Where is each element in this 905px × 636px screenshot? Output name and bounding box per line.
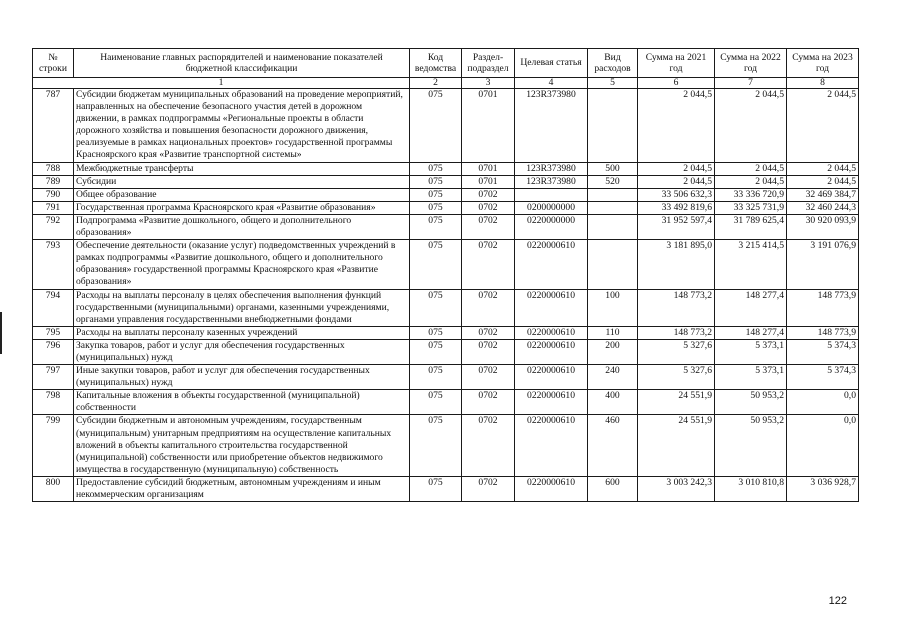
row-expense-type: 100 [588,289,638,326]
row-sum-2023: 5 374,3 [787,365,859,390]
row-expense-type: 460 [588,415,638,476]
table-row [33,188,859,201]
row-sum-2022: 148 277,4 [715,326,787,339]
row-section: 0702 [462,326,515,339]
row-name: Субсидии [74,175,410,188]
row-sum-2023: 2 044,5 [787,162,859,175]
header-type: Вид расходов [588,49,638,78]
row-sum-2022: 2 044,5 [715,175,787,188]
column-number: 8 [787,78,859,89]
row-expense-type: 110 [588,326,638,339]
row-number: 791 [33,201,74,214]
row-department-code: 075 [410,214,462,239]
row-number: 800 [33,476,74,501]
row-department-code: 075 [410,365,462,390]
row-department-code: 075 [410,175,462,188]
row-sum-2023: 2 044,5 [787,89,859,163]
header-sum-2021: Сумма на 2021 год [638,49,715,78]
row-target-article: 123R373980 [515,175,588,188]
column-number: 3 [462,78,515,89]
row-target-article: 123R373980 [515,162,588,175]
row-sum-2021: 5 327,6 [638,339,715,364]
row-section: 0701 [462,162,515,175]
row-target-article: 0220000610 [515,326,588,339]
row-expense-type [588,201,638,214]
row-name: Общее образование [74,188,410,201]
row-sum-2022: 50 953,2 [715,390,787,415]
row-sum-2021: 31 952 597,4 [638,214,715,239]
row-number: 793 [33,240,74,289]
row-expense-type: 400 [588,390,638,415]
row-number: 798 [33,390,74,415]
row-target-article: 0200000000 [515,201,588,214]
column-number: 6 [638,78,715,89]
row-section: 0702 [462,339,515,364]
row-sum-2022: 33 336 720,9 [715,188,787,201]
row-target-article [515,188,588,201]
row-target-article: 0220000610 [515,415,588,476]
row-sum-2023: 148 773,9 [787,326,859,339]
header-num: № строки [33,49,74,78]
row-target-article: 0220000610 [515,289,588,326]
table-row [33,365,859,390]
column-number: 5 [588,78,638,89]
row-sum-2021: 3 003 242,3 [638,476,715,501]
row-section: 0702 [462,240,515,289]
row-target-article: 0220000610 [515,240,588,289]
budget-table [32,48,859,502]
row-sum-2023: 0,0 [787,390,859,415]
row-number: 799 [33,415,74,476]
row-target-article: 0220000610 [515,390,588,415]
row-name: Государственная программа Красноярского края «Развитие образования» [74,201,410,214]
table-row [33,175,859,188]
header-sum-2023: Сумма на 2023 год [787,49,859,78]
table-row [33,289,859,326]
row-sum-2021: 148 773,2 [638,326,715,339]
row-name: Капитальные вложения в объекты государственной (муниципальной) собственности [74,390,410,415]
row-department-code: 075 [410,162,462,175]
header-target: Целевая статья [515,49,588,78]
row-sum-2022: 148 277,4 [715,289,787,326]
row-sum-2022: 3 215 414,5 [715,240,787,289]
row-number: 797 [33,365,74,390]
row-expense-type [588,188,638,201]
row-sum-2022: 5 373,1 [715,365,787,390]
row-expense-type: 600 [588,476,638,501]
row-target-article: 123R373980 [515,89,588,163]
row-department-code: 075 [410,390,462,415]
row-number: 788 [33,162,74,175]
row-expense-type: 240 [588,365,638,390]
header-sum-2022: Сумма на 2022 год [715,49,787,78]
table-row [33,415,859,476]
row-name: Субсидии бюджетным и автономным учреждениям, государственным (муниципальным) унитарным предприятиям на осуществление капитальных вложений в объекты капитального строительства государственной (муниципальной) собственности или приобретение объектов недвижимого имущества в государственную (муниципальную) собственность [74,415,410,476]
row-section: 0702 [462,214,515,239]
row-section: 0702 [462,476,515,501]
budget-table-body [33,89,859,502]
table-row [33,326,859,339]
row-sum-2021: 3 181 895,0 [638,240,715,289]
row-expense-type: 200 [588,339,638,364]
table-row [33,240,859,289]
row-name: Иные закупки товаров, работ и услуг для обеспечения государственных (муниципальных) нужд [74,365,410,390]
table-row [33,339,859,364]
header-row [33,49,859,78]
row-number: 787 [33,89,74,163]
row-sum-2022: 2 044,5 [715,162,787,175]
row-name: Предоставление субсидий бюджетным, автономным учреждениям и иным некоммерческим организациям [74,476,410,501]
row-sum-2021: 2 044,5 [638,175,715,188]
row-department-code: 075 [410,476,462,501]
row-department-code: 075 [410,415,462,476]
column-number: 2 [410,78,462,89]
row-sum-2022: 2 044,5 [715,89,787,163]
header-section: Раздел-подраздел [462,49,515,78]
header-name: Наименование главных распорядителей и наименование показателей бюджетной классификации [74,49,410,78]
row-number: 789 [33,175,74,188]
table-row [33,476,859,501]
row-sum-2022: 31 789 625,4 [715,214,787,239]
table-row [33,89,859,163]
row-name: Расходы на выплаты персоналу казенных учреждений [74,326,410,339]
header-code: Код ведомства [410,49,462,78]
row-department-code: 075 [410,89,462,163]
row-target-article: 0220000610 [515,365,588,390]
margin-mark [0,312,2,354]
row-sum-2023: 5 374,3 [787,339,859,364]
row-sum-2021: 24 551,9 [638,390,715,415]
row-sum-2021: 24 551,9 [638,415,715,476]
row-expense-type: 500 [588,162,638,175]
row-sum-2023: 32 469 384,7 [787,188,859,201]
row-expense-type [588,214,638,239]
row-name: Расходы на выплаты персоналу в целях обеспечения выполнения функций государственными (муниципальными) органами, казенными учреждениями, органами управления государственными внебюджетными фондами [74,289,410,326]
row-name: Закупка товаров, работ и услуг для обеспечения государственных (муниципальных) нужд [74,339,410,364]
row-number: 790 [33,188,74,201]
row-target-article: 0220000000 [515,214,588,239]
row-sum-2021: 2 044,5 [638,162,715,175]
row-number: 795 [33,326,74,339]
row-sum-2023: 32 460 244,3 [787,201,859,214]
column-number: 4 [515,78,588,89]
row-sum-2022: 5 373,1 [715,339,787,364]
row-department-code: 075 [410,201,462,214]
row-section: 0702 [462,365,515,390]
table-row [33,390,859,415]
table-row [33,162,859,175]
row-name: Межбюджетные трансферты [74,162,410,175]
row-department-code: 075 [410,289,462,326]
row-sum-2023: 3 036 928,7 [787,476,859,501]
row-target-article: 0220000610 [515,339,588,364]
row-number: 792 [33,214,74,239]
row-number: 796 [33,339,74,364]
row-sum-2022: 50 953,2 [715,415,787,476]
row-sum-2021: 33 506 632,3 [638,188,715,201]
row-sum-2021: 33 492 819,6 [638,201,715,214]
row-department-code: 075 [410,339,462,364]
row-sum-2022: 3 010 810,8 [715,476,787,501]
row-section: 0702 [462,390,515,415]
column-number-row [33,78,859,89]
row-sum-2023: 3 191 076,9 [787,240,859,289]
row-name: Обеспечение деятельности (оказание услуг) подведомственных учреждений в рамках подпрограммы «Развитие дошкольного, общего и дополнительного образования» государственной программы Красноярского края «Развитие образования» [74,240,410,289]
row-sum-2023: 0,0 [787,415,859,476]
column-number: 1 [33,78,410,89]
page-number: 122 [828,595,847,607]
row-target-article: 0220000610 [515,476,588,501]
row-sum-2021: 2 044,5 [638,89,715,163]
row-department-code: 075 [410,326,462,339]
row-section: 0701 [462,89,515,163]
row-sum-2021: 5 327,6 [638,365,715,390]
row-name: Субсидии бюджетам муниципальных образований на проведение мероприятий, направленных на обеспечение безопасного участия детей в дорожном движении, в рамках подпрограммы «Региональные проекты в области дорожного хозяйства и повышения безопасности дорожного движения, реализуемые в рамках национальных проектов» государственной программы Красноярского края «Развитие транспортной системы» [74,89,410,163]
row-sum-2022: 33 325 731,9 [715,201,787,214]
row-expense-type [588,240,638,289]
table-row [33,201,859,214]
row-number: 794 [33,289,74,326]
row-section: 0701 [462,175,515,188]
row-sum-2023: 30 920 093,9 [787,214,859,239]
row-department-code: 075 [410,188,462,201]
row-section: 0702 [462,289,515,326]
row-section: 0702 [462,188,515,201]
table-row [33,214,859,239]
row-department-code: 075 [410,240,462,289]
row-sum-2023: 2 044,5 [787,175,859,188]
row-expense-type [588,89,638,163]
row-sum-2021: 148 773,2 [638,289,715,326]
row-section: 0702 [462,415,515,476]
column-number: 7 [715,78,787,89]
row-section: 0702 [462,201,515,214]
row-sum-2023: 148 773,9 [787,289,859,326]
row-name: Подпрограмма «Развитие дошкольного, общего и дополнительного образования» [74,214,410,239]
row-expense-type: 520 [588,175,638,188]
